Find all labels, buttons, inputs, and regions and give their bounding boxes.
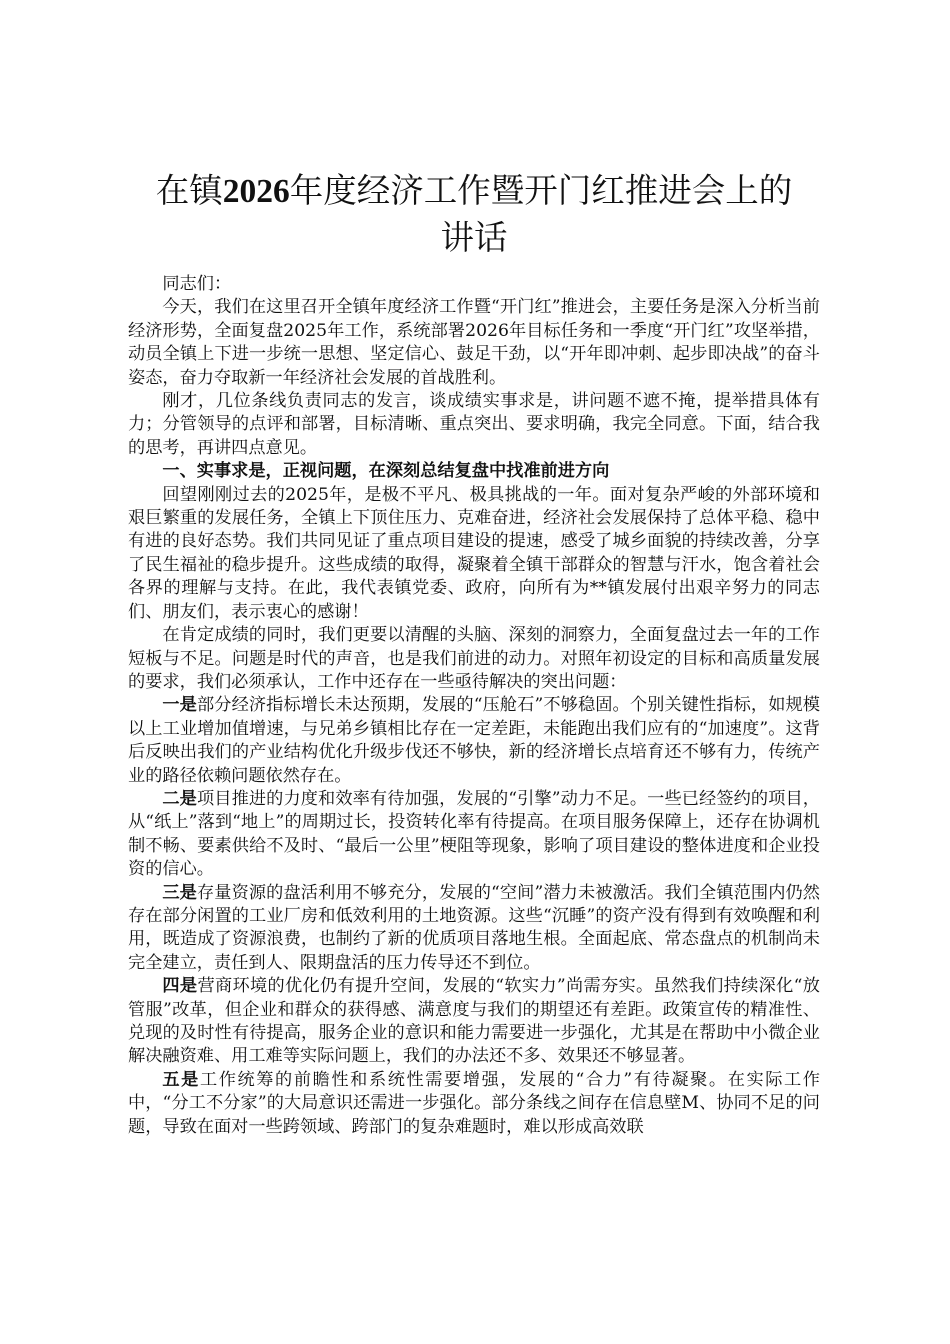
- paragraph-text: 一、实事求是，正视问题，在深刻总结复盘中找准前进方向: [162, 461, 610, 482]
- paragraph-lead: 一是: [162, 695, 197, 716]
- body-paragraph: [128, 273, 820, 296]
- body-paragraph: [128, 296, 820, 390]
- paragraph-lead: 五是: [162, 1069, 200, 1090]
- paragraph-text: 部分经济指标增长未达预期，发展的“压舱石”不够稳固。个别关键性指标，如规模以上工业增加值增速，与兄弟乡镇相比存在一定差距，未能跑出我们应有的“加速度”。这背后反映出我们的产业结构优化升级步伐还不够快，新的经济增长点培育还不够有力，传统产业的路径依赖问题依然存在。: [128, 695, 820, 786]
- body-paragraph: [128, 882, 820, 976]
- paragraph-text: 项目推进的力度和效率有待加强，发展的“引擎”动力不足。一些已经签约的项目，从“纸上”落到“地上”的周期过长，投资转化率有待提高。在项目服务保障上，还存在协调机制不畅、要素供给不及时、“最后一公里”梗阻等现象，影响了项目建设的整体进度和企业投资的信心。: [128, 788, 820, 880]
- paragraph-text: 回望刚刚过去的2025年，是极不平凡、极具挑战的一年。面对复杂严峻的外部环境和艰巨繁重的发展任务，全镇上下顶住压力、克难奋进，经济社会发展保持了总体平稳、稳中有进的良好态势。我们共同见证了重点项目建设的提速，感受了城乡面貌的持续改善，分享了民生福祉的稳步提升。这些成绩的取得，凝聚着全镇干部群众的智慧与汗水，饱含着社会各界的理解与支持。在此，我代表镇党委、政府，向所有为**镇发展付出艰辛努力的同志们、朋友们，表示衷心的感谢！: [128, 484, 820, 622]
- paragraph-text: 在肯定成绩的同时，我们更要以清醒的头脑、深刻的洞察力，全面复盘过去一年的工作短板与不足。问题是时代的声音，也是我们前进的动力。对照年初设定的目标和高质量发展的要求，我们必须承认，工作中还存在一些亟待解决的突出问题：: [128, 625, 820, 692]
- body-paragraph: [128, 694, 820, 788]
- section-heading: [128, 460, 820, 483]
- title-year: 2026: [222, 173, 290, 210]
- paragraph-lead: 四是: [162, 976, 198, 997]
- body-paragraph: [128, 975, 820, 1069]
- document-title: [128, 168, 820, 261]
- paragraph-text: 工作统筹的前瞻性和系统性需要增强，发展的“合力”有待凝聚。在实际工作中，“分工不分家”的大局意识还需进一步强化。部分条线之间存在信息壁M、协同不足的问题，导致在面对一些跨领域、跨部门的复杂难题时，难以形成高效联: [128, 1069, 820, 1137]
- body-paragraph: [128, 390, 820, 460]
- paragraph-lead: 二是: [162, 788, 197, 809]
- title-prefix: 在镇: [155, 171, 223, 210]
- title-line-2: 讲话: [440, 218, 508, 257]
- paragraph-text: 存量资源的盘活利用不够充分，发展的“空间”潜力未被激活。我们全镇范围内仍然存在部分闲置的工业厂房和低效利用的土地资源。这些“沉睡”的资产没有得到有效唤醒和利用，既造成了资源浪费，也制约了新的优质项目落地生根。全面起底、常态盘点的机制尚未完全建立，责任到人、限期盘活的压力传导还不到位。: [128, 882, 820, 973]
- paragraph-text: 刚才，几位条线负责同志的发言，谈成绩实事求是，讲问题不遮不掩，提举措具体有力；分管领导的点评和部署，目标清晰、重点突出、要求明确，我完全同意。下面，结合我的思考，再讲四点意见。: [128, 391, 820, 458]
- paragraph-text: 今天，我们在这里召开全镇年度经济工作暨“开门红”推进会，主要任务是深入分析当前经济形势，全面复盘2025年工作，系统部署2026年目标任务和一季度“开门红”攻坚举措，动员全镇上下进一步统一思想、坚定信心、鼓足干劲，以“开年即冲刺、起步即决战”的奋斗姿态，奋力夺取新一年经济社会发展的首战胜利。: [128, 297, 820, 388]
- paragraph-text: 营商环境的优化仍有提升空间，发展的“软实力”尚需夯实。虽然我们持续深化“放管服”改革，但企业和群众的获得感、满意度与我们的期望还有差距。政策宣传的精准性、兑现的及时性有待提高，服务企业的意识和能力需要进一步强化，尤其是在帮助中小微企业解决融资难、用工难等实际问题上，我们的办法还不多、效果还不够显著。: [128, 976, 820, 1067]
- body-paragraph: [128, 624, 820, 694]
- paragraph-lead: 三是: [162, 882, 197, 903]
- body-paragraph: [128, 1069, 820, 1139]
- paragraph-text: 同志们：: [162, 274, 232, 294]
- document-page: [128, 168, 820, 1139]
- document-body: [128, 273, 820, 1139]
- body-paragraph: [128, 484, 820, 624]
- body-paragraph: [128, 788, 820, 882]
- title-suffix: 年度经济工作暨开门红推进会上的: [289, 171, 793, 210]
